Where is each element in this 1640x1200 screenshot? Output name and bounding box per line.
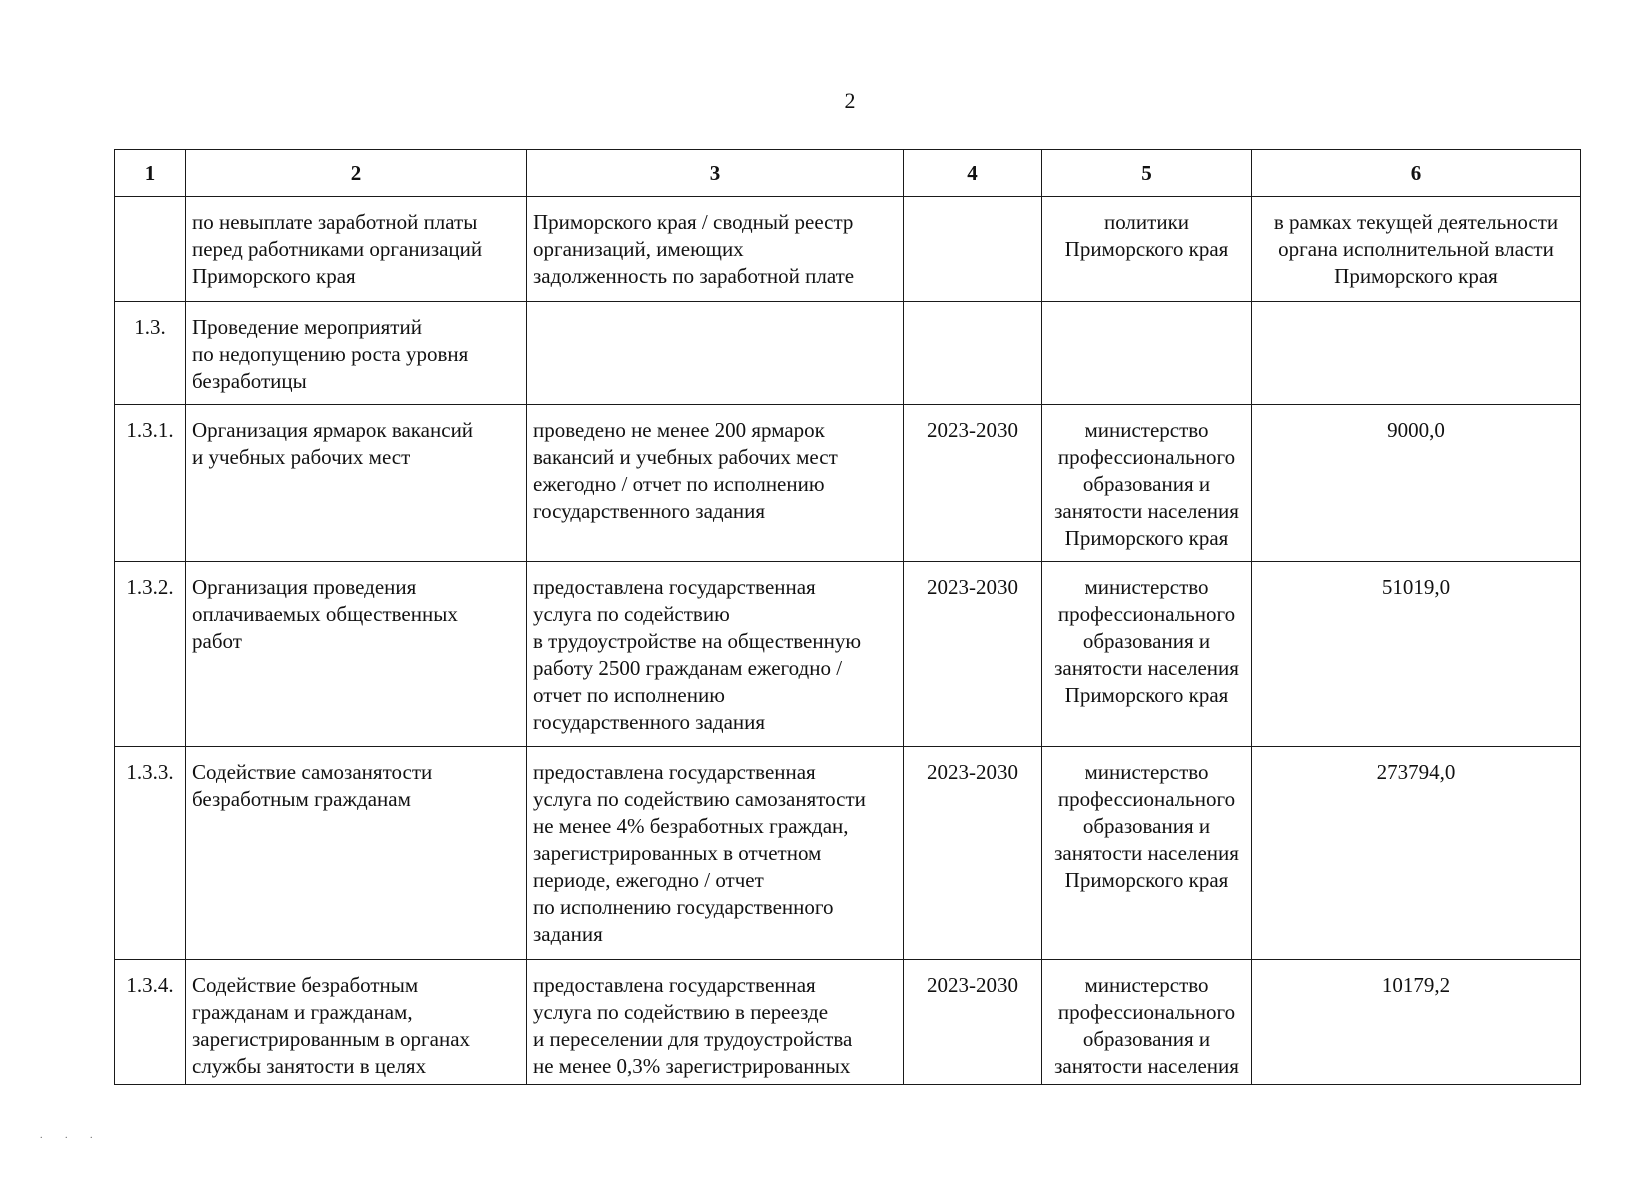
cell-financing: 10179,2 xyxy=(1252,960,1581,1085)
table-row xyxy=(115,405,1581,562)
table-row xyxy=(115,562,1581,747)
scan-artifact-marks: . . . xyxy=(40,1130,103,1141)
cell-period: 2023-2030 xyxy=(904,747,1042,960)
cell-period: 2023-2030 xyxy=(904,960,1042,1085)
cell-activity: Организация проведения оплачиваемых общественных работ xyxy=(186,562,527,747)
cell-financing: в рамках текущей деятельности органа исполнительной власти Приморского края xyxy=(1252,197,1581,302)
cell-result xyxy=(527,302,904,405)
cell-number: 1.3.2. xyxy=(115,562,186,747)
cell-financing xyxy=(1252,302,1581,405)
cell-result: предоставлена государственная услуга по содействию самозанятости не менее 4% безработных граждан, зарегистрированных в отчетном периоде, ежегодно / отчет по исполнению государственного задания xyxy=(527,747,904,960)
plan-table xyxy=(114,149,1581,1085)
cell-activity: Содействие безработным гражданам и гражданам, зарегистрированным в органах службы занятости в целях xyxy=(186,960,527,1085)
column-header: 3 xyxy=(527,150,904,197)
cell-activity: по невыплате заработной платы перед работниками организаций Приморского края xyxy=(186,197,527,302)
cell-executor: политики Приморского края xyxy=(1042,197,1252,302)
cell-financing: 51019,0 xyxy=(1252,562,1581,747)
cell-financing: 273794,0 xyxy=(1252,747,1581,960)
column-header: 1 xyxy=(115,150,186,197)
cell-executor: министерство профессионального образования и занятости населения xyxy=(1042,960,1252,1085)
column-header: 2 xyxy=(186,150,527,197)
cell-financing: 9000,0 xyxy=(1252,405,1581,562)
cell-result: предоставлена государственная услуга по содействию в переезде и переселении для трудоустройства не менее 0,3% зарегистрированных xyxy=(527,960,904,1085)
cell-result: проведено не менее 200 ярмарок вакансий и учебных рабочих мест ежегодно / отчет по исполнению государственного задания xyxy=(527,405,904,562)
cell-period: 2023-2030 xyxy=(904,562,1042,747)
cell-number xyxy=(115,197,186,302)
cell-activity: Содействие самозанятости безработным гражданам xyxy=(186,747,527,960)
cell-period xyxy=(904,302,1042,405)
cell-number: 1.3.3. xyxy=(115,747,186,960)
cell-executor xyxy=(1042,302,1252,405)
table-row xyxy=(115,197,1581,302)
cell-executor: министерство профессионального образования и занятости населения Приморского края xyxy=(1042,562,1252,747)
column-header: 5 xyxy=(1042,150,1252,197)
table-row xyxy=(115,960,1581,1085)
column-header: 4 xyxy=(904,150,1042,197)
cell-period xyxy=(904,197,1042,302)
cell-executor: министерство профессионального образования и занятости населения Приморского края xyxy=(1042,747,1252,960)
cell-number: 1.3.1. xyxy=(115,405,186,562)
cell-result: Приморского края / сводный реестр организаций, имеющих задолженность по заработной плате xyxy=(527,197,904,302)
table-row xyxy=(115,302,1581,405)
header-row xyxy=(115,150,1581,197)
cell-result: предоставлена государственная услуга по содействию в трудоустройстве на общественную работу 2500 гражданам ежегодно / отчет по исполнению государственного задания xyxy=(527,562,904,747)
column-header: 6 xyxy=(1252,150,1581,197)
table-row xyxy=(115,747,1581,960)
cell-activity: Проведение мероприятий по недопущению роста уровня безработицы xyxy=(186,302,527,405)
page-number: 2 xyxy=(844,88,856,113)
cell-activity: Организация ярмарок вакансий и учебных рабочих мест xyxy=(186,405,527,562)
cell-period: 2023-2030 xyxy=(904,405,1042,562)
cell-executor: министерство профессионального образования и занятости населения Приморского края xyxy=(1042,405,1252,562)
cell-number: 1.3. xyxy=(115,302,186,405)
cell-number: 1.3.4. xyxy=(115,960,186,1085)
